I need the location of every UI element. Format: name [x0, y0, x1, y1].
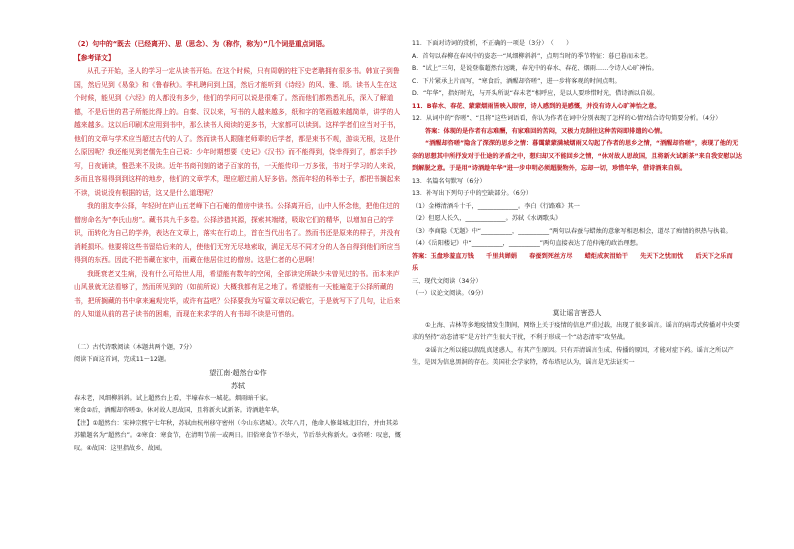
note-line: （2）句中的“既去（已经离开）、思（思念）、为（称作，称为）”几个词是重点词语。 — [74, 40, 329, 48]
q13-item-1: （1）金樽清酒斗十千，_____________。李白《行路难》其一 — [412, 202, 580, 210]
translation-paragraph-3: 我既衰老又生病，没有什么可给世人用，希望能有数年的空闲，全部读完所缺少未曾见过的书。而本来庐山风景就无法看够了，然而所见到的（如前所说）大概我都有足之地了。希望能有一天能遍览于公择所藏的书，把所搁藏的书中拿来遍观完毕，或许有益吧？公择要我为写篇文章以记载它，于是就写下了几句，让后来的人知道从前的君子读书的困难，而现在来求学的人有书却不读是可惜的。 — [74, 269, 401, 318]
poem-line-2: 寒食②后，酒醒却咨嗟③。休对故人思故国，且将新火试新茶。诗酒趁年华。 — [74, 407, 284, 414]
q13-answer-2: 千里共婵娟 — [486, 252, 517, 260]
left-column — [74, 38, 402, 455]
translation-paragraph-1: 从孔子开始，圣人的学习一定从读书开始。在这个时候，只有周朝的柱下史老聃拥有很多书。韩宣子到鲁国，然后见到《易象》和《鲁春秋》。季札聘问到上国，然后才能听到《诗经》的风、雅、颂。读书人生在这个时候，能见到《六经》的人都没有多少，他们的学问可以说是很难了。然而他们都熟悉礼乐，深入了解道德，不是后世的君子所能比得上的。自秦、汉以来，写书的人越来越多，纸和字的笔画越来越简单，讲学的人越来越多。这以后印刷术应用到书中，那么读书人阅读的更多书，大家都可以读到。这样学者们应当对于书，他们的文章与学术应当超过古代的人了。然而读书人跟随老师辈的后学者，都是束书不观，游谈无根，这是什么原因呢？我还能见到老儒先生自己说：少年时期想要《史记》《汉书》而不能得到，侥幸得到了，都亲手抄写，日夜诵读，惟恐来不及读。近年书商刊刻的诸子百家的书，一天能传印一万多张，书对于学习的人来说，多而且容易得到到这样的地步，他们的文章学术，理应超过前人好多倍。然而年轻的科举士子，都把书搁起来不读，说说没有根据的话，这又是什么道理呢？ — [74, 67, 401, 197]
q13-answer-5: 先天下之忧而忧 — [640, 252, 684, 260]
article-title: 莫让谣言害恐人 — [552, 308, 602, 317]
q12-answer-b: “酒醒却咨嗟”隐含了深深的思乡之情：暮霭蒙蒙满城烟雨又勾起了作者的思乡之情，“酒醒却咨嗟”，表现了他的无奈的思想其中所抒发对于仕途的矛盾之中，想归却又不能回乡之情，“休对故人思故国，且将新火试新茶”来自我安慰以达到解脱之意。于是用“诗酒趁年华”进一步申明必须超脱物外，忘却一切，珍惜年华，借诗酒来自娱。 — [412, 140, 742, 172]
poem-author: 苏轼 — [231, 381, 245, 390]
q13-item-4: （4）《岳阳楼记》中“__________，__________”两句直接表达了范仲淹的政治理想。 — [412, 240, 642, 247]
question-11: 11．下面对诗词的赏析，不正确的一项是（3分） （ ） — [412, 40, 573, 47]
q11-option-c: C．下片紧承上片而写，“寒食后，酒醒却咨嗟”，进一步将客观的时间点明。 — [412, 77, 621, 85]
poem-title: 望江南·超然台①作 — [209, 368, 267, 377]
q12-answer-a: 答案：体现的是作者有志难酬，有家难回的苦闷，又极力克制住这种苦闷即排遣的心情。 — [425, 127, 667, 135]
q11-option-b: B．“试上”三句，是说登临超然台远眺，春光中的春水、春花、烟雨……令诗人心旷神怡。 — [412, 65, 658, 72]
q11-answer: 11．B春水、春花、蒙蒙烟雨皆映入眼帘，诗人感到的是感慨，并没有诗人心旷神怡之意。 — [412, 102, 661, 110]
article-paragraph-2: ②谣言之所以能以假乱真迷惑人，有其产生原因。只有弄清谣言生成、传播的原因，才能对症下药。谣言之所以产生，是因为信息黑洞的存在。美国社会学家特，希布塔尼认为，谣言是无法证实一 — [412, 346, 734, 366]
poetry-instruction: 阅读下面这首词，完成11～12题。 — [74, 356, 171, 363]
q13-answer-4: 蜡炬成灰泪始干 — [584, 252, 628, 260]
translation-paragraph-2: 我的朋友李公择，年轻时在庐山五老峰下白石庵的僧房中读书。公择离开后，山中人怀念他，把他住过的僧房命名为“李氏山房”。藏书共九千多卷。公择涉猎其源，探索其端绪，吸取它们的精华，以增加自己的学识，而转化为自己的学养，表达在文章上，落实在行动上，首在当代出名了。然而书还是原来的样子，并没有消耗损坏。他要将这些书留给后来的人，使他们无穷无尽地索取，满足无尽不同才分的人各自得到他们所应当得到的东西。因此不把书藏在家中，而藏在他居住过的僧房。这是仁者的心思啊！ — [74, 202, 401, 264]
q11-option-d: D．“年华”，指好时光，与开头所说“春未老”相呼应，是以人要珍惜时光，借诗酒以自娱。 — [412, 90, 659, 97]
question-12: 12．从词中的“咨嗟”、“且将”这些词语看，你认为作者在词中分别表现了怎样的心情?结合诗句简要分析。（4分） — [412, 115, 722, 122]
q13-item-2: （2）但愿人长久，_____________。苏轼《水调歌头》 — [412, 215, 562, 222]
q13-item-3: （3）李商隐《无题》中“__________，__________”两句以春蚕与蜡烛的意象写相思相会，道尽了痴情的炽热与执着。 — [412, 227, 732, 235]
q13-answers — [412, 251, 742, 276]
question-13: 13．名篇名句默写（6分） — [412, 177, 486, 185]
poetry-section-title: （二）古代诗歌阅读（本题共两个题，7分） — [74, 343, 196, 351]
right-column — [412, 38, 742, 370]
poem-line-1: 春未老，风细柳斜斜。试上超然台上看，半壕春水一城花。烟雨暗千家。 — [74, 394, 272, 402]
q11-option-a: A．首句以春柳在春风中的姿态一“风细柳斜斜”，点明当时的季节特征：暮已暮而未老。 — [412, 52, 652, 60]
question-13-intro: 13．补写出下列句子中的空缺部分。（6分） — [412, 190, 533, 197]
q13-answer-3: 春蚕到死丝方尽 — [529, 252, 573, 260]
q13-answer-1: 答案：玉盘珍羞直万钱 — [412, 252, 474, 260]
q13-answer-6: 后天下之乐而乐 — [412, 252, 733, 272]
section-3-subtitle: （一）议论文阅读。（9分） — [412, 290, 488, 297]
article-paragraph-1: ①上海、吉林等多地疫情发生期间，网络上关于疫情的信息严重过载，出现了很多谣言。谣言的病毒式传播对中央要求的坚持“动态清零”是方针产生很大干扰，不利于形成一个“动态清零”攻坚战。 — [412, 321, 740, 341]
reference-translation-header: 【参考译文】 — [74, 53, 115, 62]
poem-notes: 【注】①超然台：宋神宗熙宁七年秋，苏轼由杭州移守密州（今山东诸城）。次年八月，他命人修葺城北旧台，并由其弟苏辙题名为“超然台”。②寒食：寒食节，在清明节前一或两日。旧俗寒食节不举火，节后举火称新火。③咨嗟：叹息，慨叹。④故国：这里指故乡、故园。 — [74, 419, 401, 452]
section-3-title: 三、现代文阅读（34分） — [412, 277, 482, 285]
